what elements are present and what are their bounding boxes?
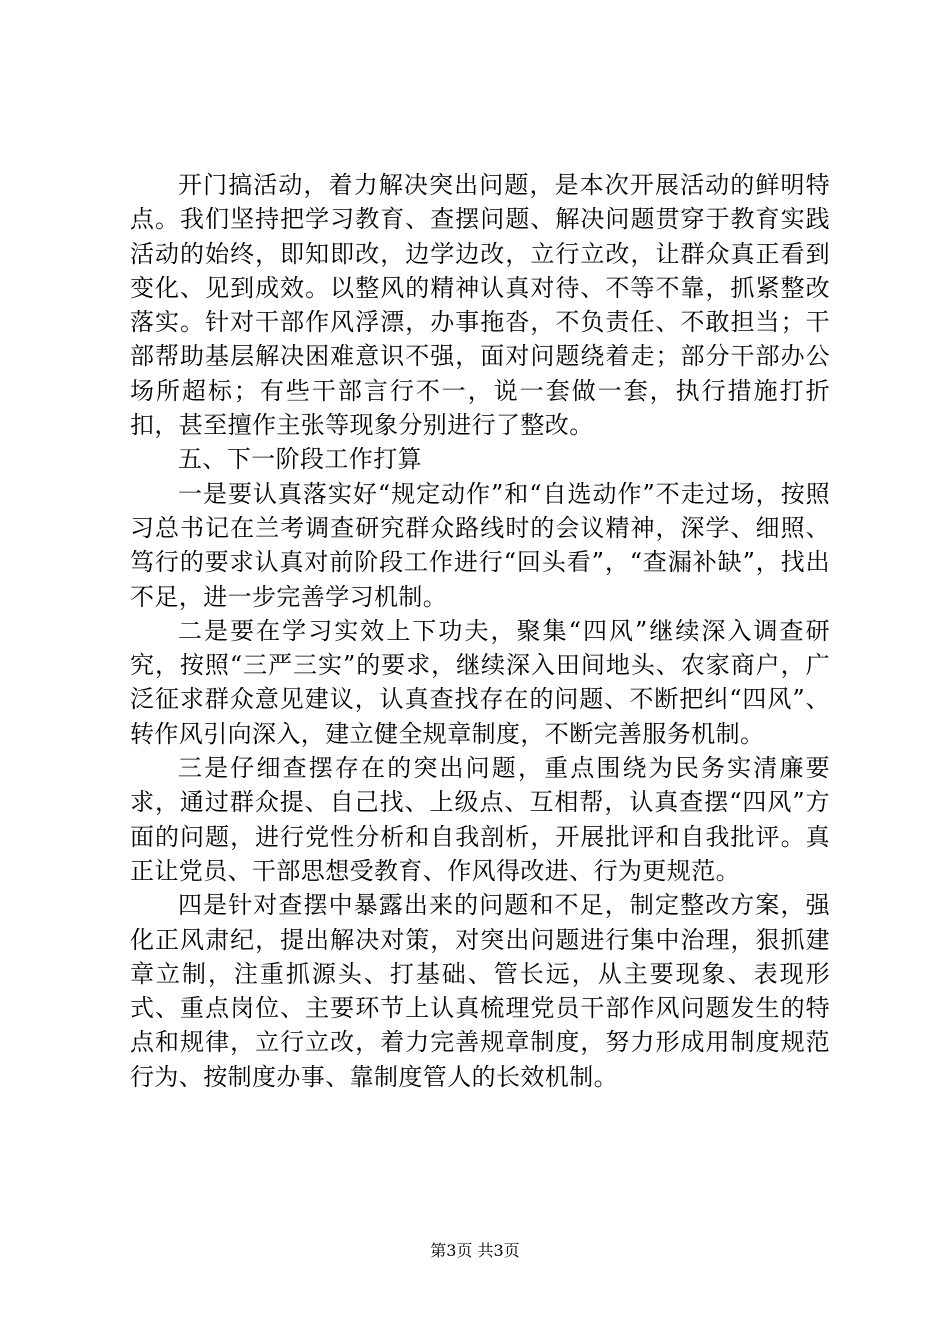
paragraph-rectification: 开门搞活动，着力解决突出问题，是本次开展活动的鲜明特点。我们坚持把学习教育、查摆问题、解决问题贯穿于教育实践活动的始终，即知即改，边学边改，立行立改，让群众真正看到变化、见到成效。以整风的精神认真对待、不等不靠，抓紧整改落实。针对干部作风浮漂，办事拖沓，不负责任、不敢担当；干部帮助基层解决困难意识不强，面对问题绕着走；部分干部办公场所超标；有些干部言行不一，说一套做一套，执行措施打折扣，甚至擅作主张等现象分别进行了整改。 xyxy=(130,171,830,440)
paragraph-plan-three: 三是仔细查摆存在的突出问题，重点围绕为民务实清廉要求，通过群众提、自己找、上级点、互相帮，认真查摆“四风”方面的问题，进行党性分析和自我剖析，开展批评和自我批评。真正让党员、干部思想受教育、作风得改进、行为更规范。 xyxy=(130,754,830,885)
document-body xyxy=(130,168,830,1094)
paragraph-plan-four: 四是针对查摆中暴露出来的问题和不足，制定整改方案，强化正风肃纪，提出解决对策，对突出问题进行集中治理，狠抓建章立制，注重抓源头、打基础、管长远，从主要现象、表现形式、重点岗位、主要环节上认真梳理党员干部作风问题发生的特点和规律，立行立改，着力完善规章制度，努力形成用制度规范行为、按制度办事、靠制度管人的长效机制。 xyxy=(130,891,830,1091)
section-heading-next-stage: 五、下一阶段工作打算 xyxy=(178,445,422,474)
paragraph-plan-two: 二是要在学习实效上下功夫，聚集“四风”继续深入调查研究，按照“三严三实”的要求，继续深入田间地头、农家商户，广泛征求群众意见建议，认真查找存在的问题、不断把纠“四风”、转作风引向深入，建立健全规章制度，不断完善服务机制。 xyxy=(130,616,830,748)
paragraph-plan-one: 一是要认真落实好“规定动作”和“自选动作”不走过场，按照习总书记在兰考调查研究群众路线时的会议精神，深学、细照、笃行的要求认真对前阶段工作进行“回头看”，“查漏补缺”，找出不足，进一步完善学习机制。 xyxy=(130,479,830,611)
page-number-footer: 第3页 共3页 xyxy=(430,1241,520,1260)
